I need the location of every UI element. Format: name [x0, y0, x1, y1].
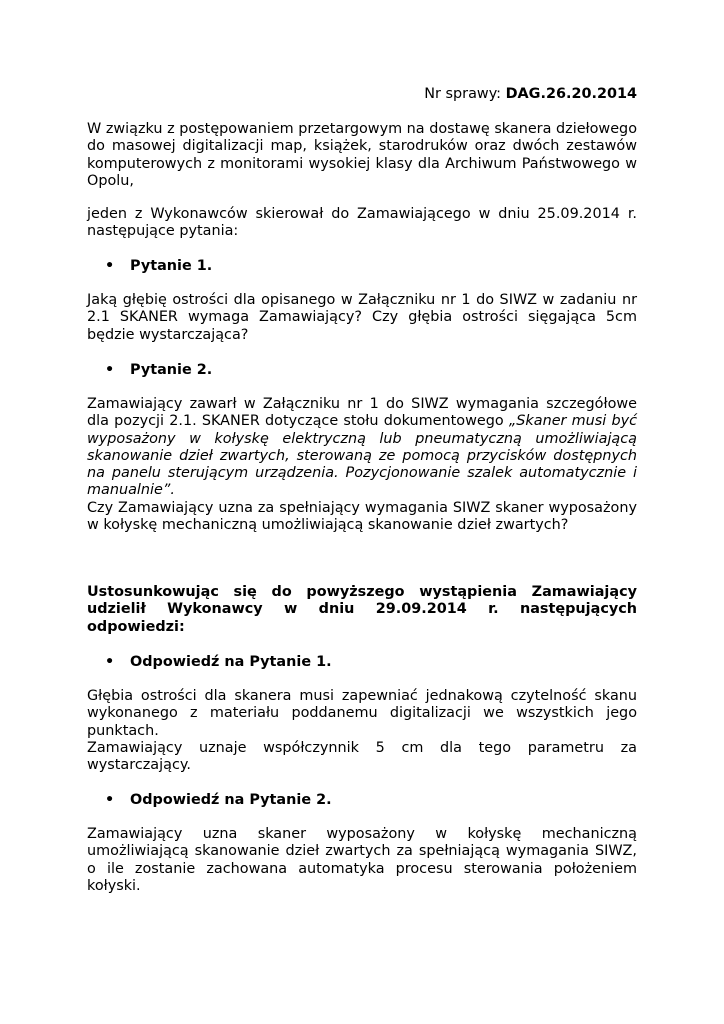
intro-paragraph-1: W związku z postępowaniem przetargowym na dostawę skanera dziełowego do masowej digitalizacji map, książek, starodruków oraz dwóch zestawów komputerowych z monitorami wysokiej klasy dla Archiwum Państwowego w Opolu, [87, 121, 637, 189]
answer-2-heading: • Odpowiedź na Pytanie 2. [105, 792, 332, 808]
question-2-quote: „Skaner musi być wyposażony w kołyskę elektryczną lub pneumatyczną umożliwiającą skanowanie dzieł zwartych, sterowaną ze pomocą przycisków dostępnych na panelu sterującym urządzenia. Pozycjonowanie szalek automatycznie i manualnie”. [87, 413, 638, 499]
answer-1-heading: • Odpowiedź na Pytanie 1. [105, 654, 332, 670]
answer-2-text: Zamawiający uzna skaner wyposażony w kołyskę mechaniczną umożliwiającą skanowanie dzieł zwartych za spełniającą wymagania SIWZ, o ile zostanie zachowana automatyka procesu sterowania położeniem kołyski. [87, 826, 637, 894]
question-2-heading: • Pytanie 2. [105, 362, 213, 378]
bullet-icon: • [105, 362, 115, 378]
case-label: Nr sprawy: [424, 86, 506, 102]
bullet-icon: • [105, 258, 115, 274]
response-intro: Ustosunkowując się do powyższego wystąpienia Zamawiający udzielił Wykonawcy w dniu 29.09.2014 r. następujących odpowiedzi: [87, 584, 637, 635]
case-number: DAG.26.20.2014 [505, 86, 637, 102]
question-1-text: Jaką głębię ostrości dla opisanego w Załączniku nr 1 do SIWZ w zadaniu nr 2.1 SKANER wymaga Zamawiający? Czy głębia ostrości sięgająca 5cm będzie wystarczająca? [87, 292, 637, 343]
bullet-icon: • [105, 792, 115, 808]
answer-1-paragraph-2: Zamawiający uznaje współczynnik 5 cm dla tego parametru za wystarczający. [87, 739, 637, 774]
question-1-heading: • Pytanie 1. [105, 258, 213, 274]
question-2-intro: Zamawiający zawarł w Załączniku nr 1 do SIWZ wymagania szczegółowe dla pozycji 2.1. SKANER dotyczące stołu dokumentowego [87, 396, 637, 430]
answer-1-paragraph-1: Głębia ostrości dla skanera musi zapewniać jednakową czytelność skanu wykonanego z materiału poddanemu digitalizacji we wszystkich jego punktach. [87, 688, 637, 739]
intro-paragraph-2: jeden z Wykonawców skierował do Zamawiającego w dniu 25.09.2014 r. następujące pytania: [87, 206, 637, 240]
answer-1-text [87, 688, 637, 774]
bullet-icon: • [105, 654, 115, 670]
question-2-text [87, 396, 637, 534]
question-2-followup: Czy Zamawiający uzna za spełniający wymagania SIWZ skaner wyposażony w kołyskę mechaniczną umożliwiającą skanowanie dzieł zwartych? [87, 499, 637, 534]
case-reference [87, 86, 637, 103]
